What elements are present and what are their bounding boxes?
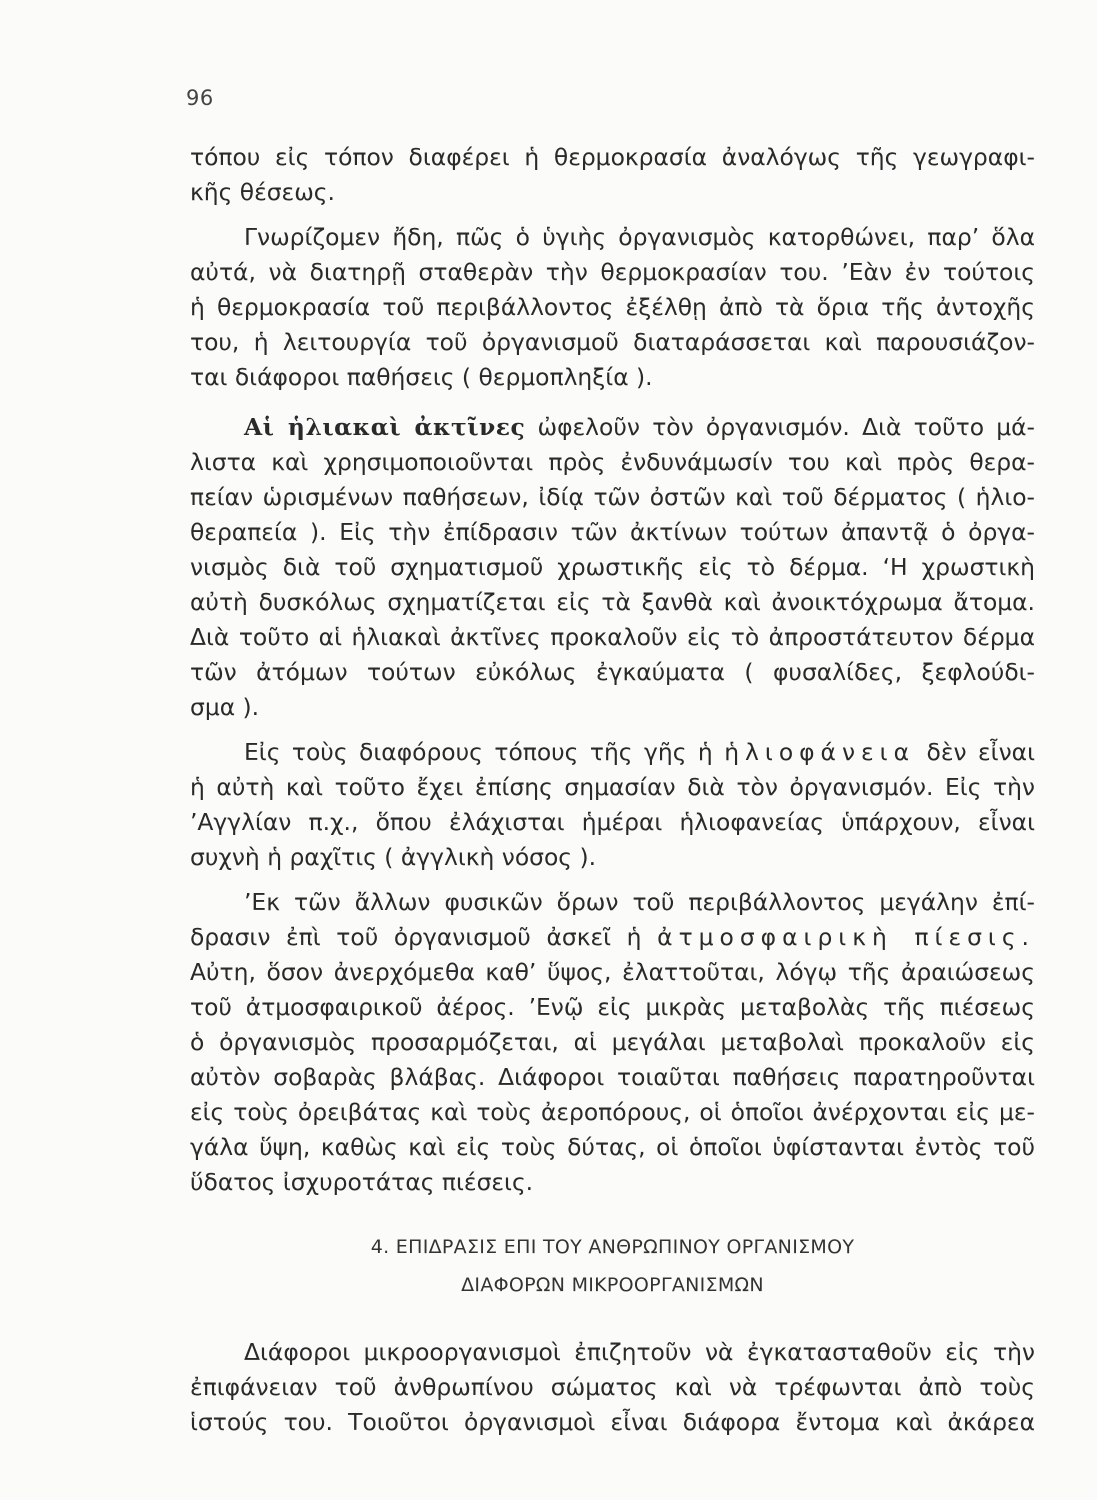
text-line: θεραπεία ). Εἰς τὴν ἐπίδρασιν τῶν ἀκτίνων τούτων ἀπαντᾷ ὁ ὀργα- [190, 518, 1035, 546]
text-line: αὐτὸν σοβαρὰς βλάβας. Διάφοροι τοιαῦται παθήσεις παρατηροῦνται [190, 1063, 1035, 1091]
section-heading: 4. ΕΠΙΔΡΑΣΙΣ ΕΠΙ ΤΟΥ ΑΝΘΡΩΠΙΝΟΥ ΟΡΓΑΝΙΣΜΟΥ [370, 1236, 855, 1258]
text-line: πείαν ὡρισμένων παθήσεων, ἰδίᾳ τῶν ὀστῶν καὶ τοῦ δέρματος ( ἡλιο- [190, 483, 1035, 511]
text-line: ἐπιφάνειαν τοῦ ἀνθρωπίνου σώματος καὶ νὰ τρέφωνται ἀπὸ τοὺς [190, 1373, 1035, 1401]
text-span: δὲν εἶναι [926, 738, 1035, 766]
text-line: εἰς τοὺς ὀρειβάτας καὶ τοὺς ἀεροπόρους, οἱ ὁποῖοι ἀνέρχονται εἰς με- [190, 1098, 1035, 1126]
text-line: Διὰ τοῦτο αἱ ἡλιακαὶ ἀκτῖνες προκαλοῦν εἰς τὸ ἀπροστάτευτον δέρμα [190, 623, 1035, 651]
text-line: νισμὸς διὰ τοῦ σχηματισμοῦ χρωστικῆς εἰς τὸ δέρμα. ‘Η χρωστικὴ [190, 553, 1035, 581]
text-line: κῆς θέσεως. [190, 178, 335, 206]
text-line: Αὐτη, ὅσον ἀνερχόμεθα καθ’ ὕψος, ἐλαττοῦται, λόγῳ τῆς ἀραιώσεως [190, 958, 1035, 986]
text-line: συχνὴ ἡ ραχῖτις ( ἀγγλικὴ νόσος ). [190, 843, 597, 871]
text-line: αὐτά, νὰ διατηρῇ σταθερὰν τὴν θερμοκρασίαν του. ’Εὰν ἐν τούτοις [190, 258, 1035, 286]
text-line: σμα ). [190, 693, 260, 721]
text-line: Διάφοροι μικροοργανισμοὶ ἐπιζητοῦν νὰ ἐγκατασταθοῦν εἰς τὴν [244, 1338, 1035, 1366]
text-line: ἡ θερμοκρασία τοῦ περιβάλλοντος ἐξέλθῃ ἀπὸ τὰ ὅρια τῆς ἀντοχῆς [190, 293, 1035, 321]
text-span: ὠφελοῦν τὸν ὀργανισμόν. Διὰ τοῦτο μά- [525, 413, 1035, 441]
spaced-term: ἡλιοφάνεια [724, 738, 916, 766]
section-heading: ΔΙΑΦΟΡΩΝ ΜΙΚΡΟΟΡΓΑΝΙΣΜΩΝ [461, 1274, 764, 1296]
text-span: Εἰς τοὺς διαφόρους τόπους τῆς γῆς ἡ [244, 738, 713, 766]
text-line: ’Αγγλίαν π.χ., ὅπου ἐλάχισται ἡμέραι ἡλιοφανείας ὑπάρχουν, εἶναι [190, 808, 1035, 836]
text-line: ἱστούς του. Τοιοῦτοι ὀργανισμοὶ εἶναι διάφορα ἔντομα καὶ ἀκάρεα [190, 1408, 1035, 1436]
text-line: ται διάφοροι παθήσεις ( θερμοπληξία ). [190, 363, 653, 391]
text-line: λιστα καὶ χρησιμοποιοῦνται πρὸς ἐνδυνάμωσίν του καὶ πρὸς θερα- [190, 448, 1035, 476]
text-line: Γνωρίζομεν ἤδη, πῶς ὁ ὑγιὴς ὀργανισμὸς κατορθώνει, παρ’ ὅλα [244, 223, 1035, 251]
spaced-term: ἀτμοσφαιρικὴ πίεσις. [657, 923, 1035, 951]
text-line: ’Εκ τῶν ἄλλων φυσικῶν ὅρων τοῦ περιβάλλοντος μεγάλην ἐπί- [244, 888, 1035, 916]
bold-term: Αἱ ἡλιακαὶ ἀκτῖνες [244, 413, 526, 441]
text-line: ἡ αὐτὴ καὶ τοῦτο ἔχει ἐπίσης σημασίαν διὰ τὸν ὀργανισμόν. Εἰς τὴν [190, 773, 1035, 801]
text-line: τοῦ ἀτμοσφαιρικοῦ ἀέρος. ’Ενῷ εἰς μικρὰς μεταβολὰς τῆς πιέσεως [190, 993, 1035, 1021]
text-line: ὕδατος ἰσχυροτάτας πιέσεις. [190, 1168, 534, 1196]
page-number: 96 [186, 86, 214, 110]
text-line [244, 410, 1035, 445]
text-line [190, 920, 1035, 955]
text-line: τῶν ἀτόμων τούτων εὐκόλως ἐγκαύματα ( φυσαλίδες, ξεφλούδι- [190, 658, 1035, 686]
text-line: ὁ ὀργανισμὸς προσαρμόζεται, αἱ μεγάλαι μεταβολαὶ προκαλοῦν εἰς [190, 1028, 1035, 1056]
text-line [244, 735, 1035, 770]
text-line: αὐτὴ δυσκόλως σχηματίζεται εἰς τὰ ξανθὰ καὶ ἀνοικτόχρωμα ἄτομα. [190, 588, 1035, 616]
text-span: δρασιν ἐπὶ τοῦ ὀργανισμοῦ ἀσκεῖ ἡ [190, 923, 642, 951]
text-line: τόπου εἰς τόπον διαφέρει ἡ θερμοκρασία ἀναλόγως τῆς γεωγραφι- [190, 143, 1035, 171]
text-line: γάλα ὕψη, καθὼς καὶ εἰς τοὺς δύτας, οἱ ὁποῖοι ὑφίστανται ἐντὸς τοῦ [190, 1133, 1035, 1161]
text-line: του, ἡ λειτουργία τοῦ ὀργανισμοῦ διαταράσσεται καὶ παρουσιάζον- [190, 328, 1035, 356]
